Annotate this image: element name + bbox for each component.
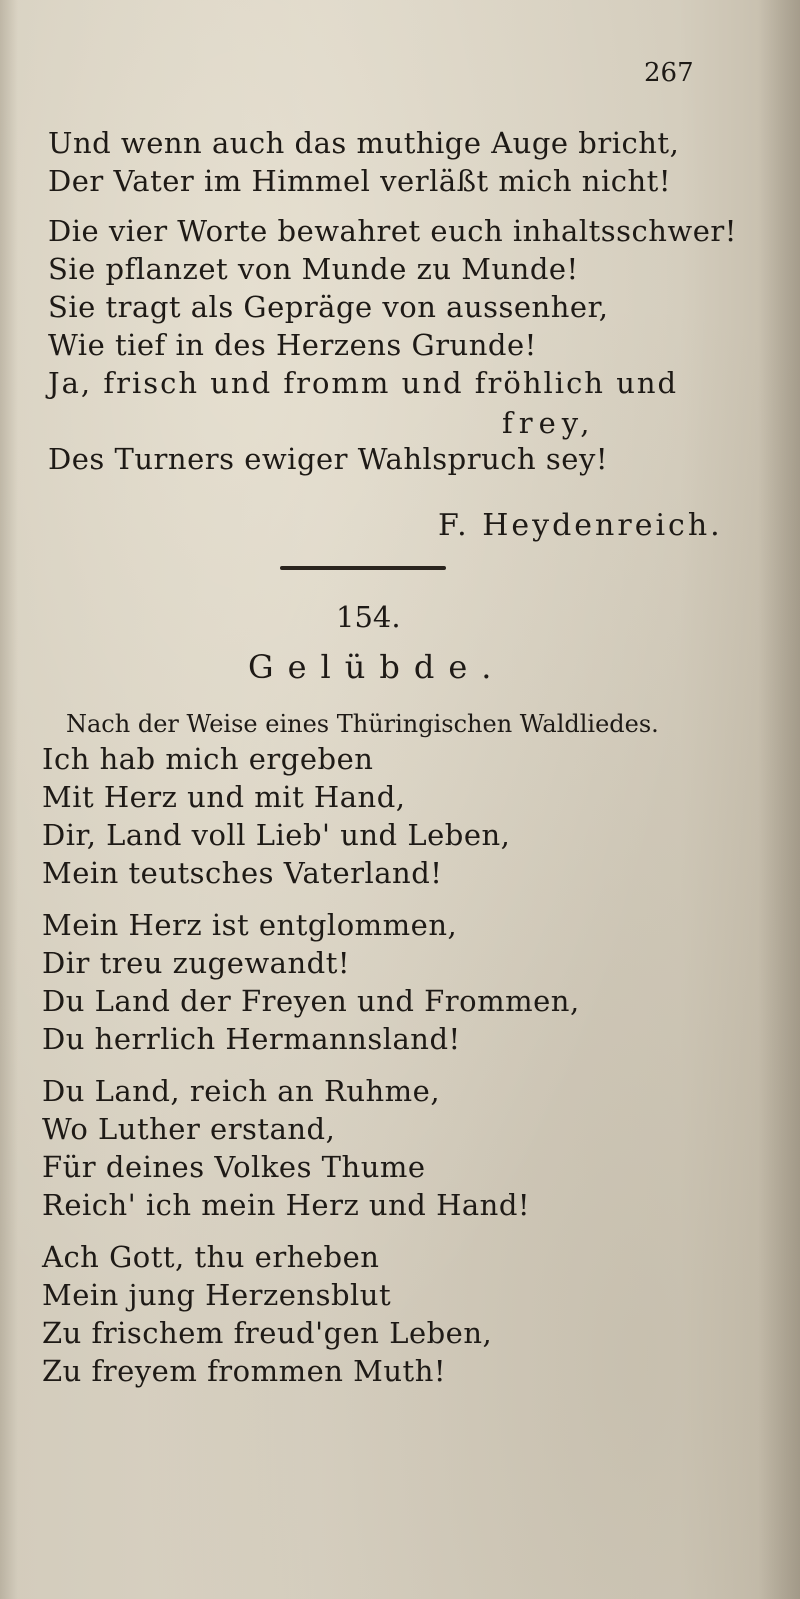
prev-poem-line: Ja, frisch und fromm und fröhlich und <box>48 366 679 400</box>
poem-line: Mit Herz und mit Hand, <box>42 780 406 814</box>
poem-subtitle: Nach der Weise eines Thüringischen Waldliedes. <box>66 710 659 738</box>
poem-line: Du Land, reich an Ruhme, <box>42 1074 441 1108</box>
poem-line: Zu frischem freud'gen Leben, <box>42 1316 493 1350</box>
poem-line: Ich hab mich ergeben <box>42 742 374 776</box>
prev-poem-line-continued: frey, <box>502 406 596 440</box>
poem-line: Zu freyem frommen Muth! <box>42 1354 447 1388</box>
poem-line: Mein Herz ist entglommen, <box>42 908 458 942</box>
poem-line: Mein teutsches Vaterland! <box>42 856 443 890</box>
prev-poem-line: Des Turners ewiger Wahlspruch sey! <box>48 442 608 476</box>
poem-line: Du herrlich Hermannsland! <box>42 1022 461 1056</box>
poem-line: Ach Gott, thu erheben <box>42 1240 380 1274</box>
prev-poem-line: Und wenn auch das muthige Auge bricht, <box>48 126 680 160</box>
page-gutter-shadow <box>758 0 800 1599</box>
poem-line: Für deines Volkes Thume <box>42 1150 426 1184</box>
poem-line: Du Land der Freyen und Frommen, <box>42 984 580 1018</box>
prev-poem-line: Sie pflanzet von Munde zu Munde! <box>48 252 579 286</box>
poem-line: Reich' ich mein Herz und Hand! <box>42 1188 531 1222</box>
page-number: 267 <box>644 58 694 88</box>
prev-poem-author: F. Heydenreich. <box>438 508 723 543</box>
poem-line: Dir treu zugewandt! <box>42 946 351 980</box>
prev-poem-line: Der Vater im Himmel verläßt mich nicht! <box>48 164 671 198</box>
prev-poem-line: Sie tragt als Gepräge von aussenher, <box>48 290 609 324</box>
prev-poem-line: Die vier Worte bewahret euch inhaltsschwer! <box>48 214 737 248</box>
poem-line: Dir, Land voll Lieb' und Leben, <box>42 818 511 852</box>
prev-poem-line: Wie tief in des Herzens Grunde! <box>48 328 537 362</box>
poem-line: Wo Luther erstand, <box>42 1112 336 1146</box>
poem-title: Gelübde. <box>248 648 506 686</box>
poem-line: Mein jung Herzensblut <box>42 1278 392 1312</box>
section-divider <box>280 566 446 570</box>
page-left-edge <box>0 0 18 1599</box>
poem-number: 154. <box>336 600 401 634</box>
